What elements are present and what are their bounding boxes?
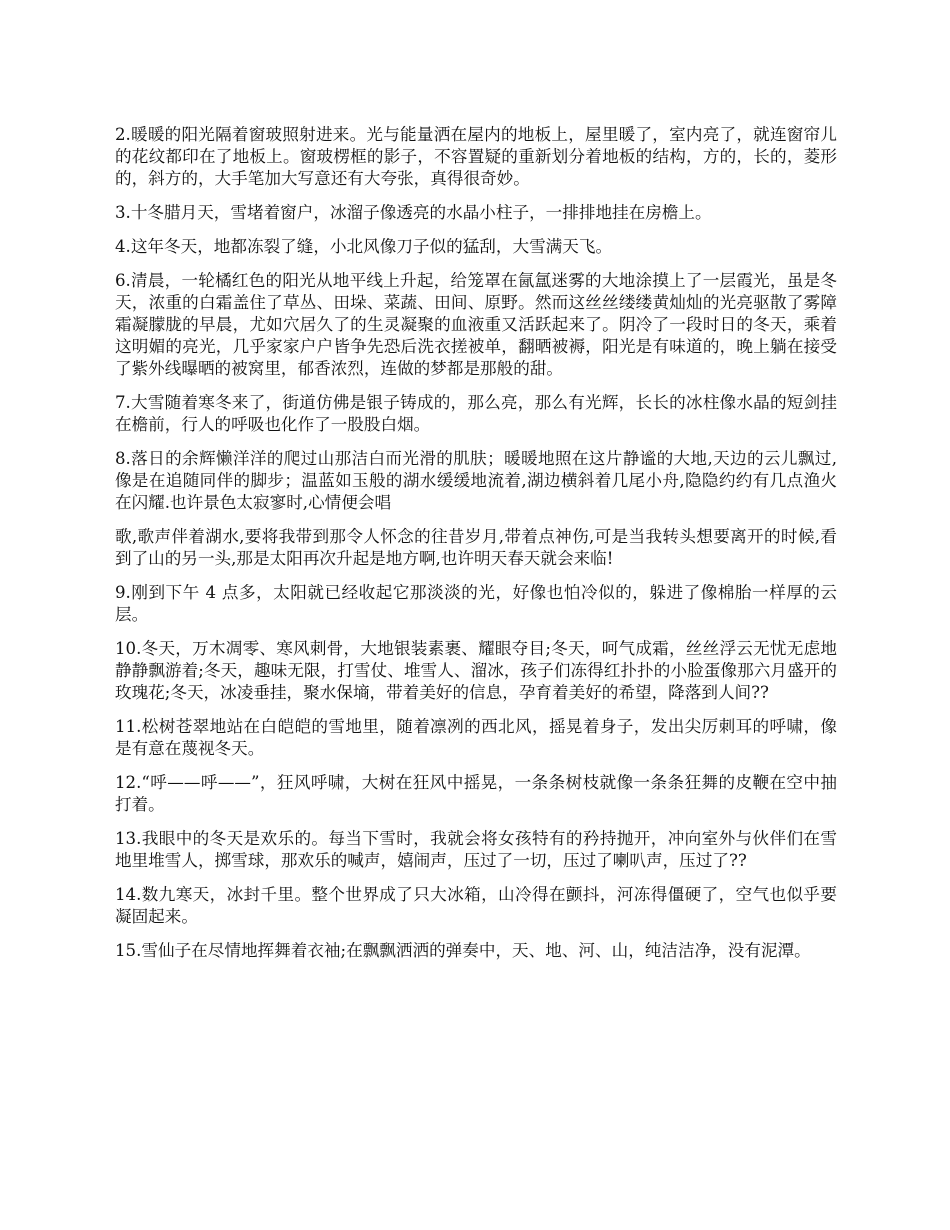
paragraph-9: 9.刚到下午 4 点多，太阳就已经收起它那淡淡的光，好像也怕冷似的，躲进了像棉胎一样厚的云层。: [115, 583, 837, 624]
paragraph-8: 8.落日的余辉懒洋洋的爬过山那洁白而光滑的肌肤；暖暖地照在这片静谧的大地,天边的云儿飘过,像是在追随同伴的脚步；温蓝如玉般的湖水缓缓地流着,湖边横斜着几尾小舟,隐隐约约有几点渔火在闪耀.也许景色太寂寥时,心情便会唱: [115, 449, 837, 512]
paragraph-12: 12.“呼——呼——”，狂风呼啸，大树在狂风中摇晃，一条条树枝就像一条条狂舞的皮鞭在空中抽打着。: [115, 773, 837, 814]
paragraph-7: 7.大雪随着寒冬来了，街道仿佛是银子铸成的，那么亮，那么有光辉，长长的冰柱像水晶的短剑挂在檐前，行人的呼吸也化作了一股股白烟。: [115, 393, 837, 434]
paragraph-6: 6.清晨，一轮橘红色的阳光从地平线上升起，给笼罩在氤氲迷雾的大地涂摸上了一层霞光，虽是冬天，浓重的白霜盖住了草丛、田垛、菜蔬、田间、原野。然而这丝丝缕缕黄灿灿的光亮驱散了雾障霜凝朦胧的早晨，尤如穴居久了的生灵凝聚的血液重又活跃起来了。阴冷了一段时日的冬天，乘着这明媚的亮光，几乎家家户户皆争先恐后洗衣搓被单，翻晒被褥，阳光是有味道的，晚上躺在接受了紫外线曝晒的被窝里，郁香浓烈，连做的梦都是那般的甜。: [115, 271, 837, 378]
paragraph-10: 10.冬天，万木凋零、寒风刺骨，大地银装素裹、耀眼夺目;冬天，呵气成霜，丝丝浮云无忧无虑地静静飘游着;冬天，趣味无限，打雪仗、堆雪人、溜冰，孩子们冻得红扑扑的小脸蛋像那六月盛开的玫瑰花;冬天，冰凌垂挂，聚水保墒，带着美好的信息，孕育着美好的希望，降落到人间??: [115, 639, 837, 702]
paragraph-15: 15.雪仙子在尽情地挥舞着衣袖;在飘飘洒洒的弹奏中，天、地、河、山，纯洁洁净，没有泥潭。: [115, 941, 811, 960]
paragraph-11: 11.松树苍翠地站在白皑皑的雪地里，随着凛冽的西北风，摇晃着身子，发出尖厉刺耳的呼啸，像是有意在蔑视冬天。: [115, 717, 837, 758]
paragraph-2: 2.暖暖的阳光隔着窗玻照射进来。光与能量洒在屋内的地板上，屋里暖了，室内亮了，就连窗帘儿的花纹都印在了地板上。窗玻楞框的影子，不容置疑的重新划分着地板的结构，方的，长的，菱形的，斜方的，大手笔加大写意还有大夸张，真得很奇妙。: [115, 125, 837, 188]
paragraph-14: 14.数九寒天，冰封千里。整个世界成了只大冰箱，山冷得在颤抖，河冻得僵硬了，空气也似乎要凝固起来。: [115, 885, 837, 926]
document-body: [115, 124, 837, 974]
paragraph-8-continued: 歌,歌声伴着湖水,要将我带到那令人怀念的往昔岁月,带着点神伤,可是当我转头想要离开的时候,看到了山的另一头,那是太阳再次升起是地方啊,也许明天春天就会来临!: [115, 527, 837, 568]
paragraph-4: 4.这年冬天，地都冻裂了缝，小北风像刀子似的猛刮，大雪满天飞。: [115, 237, 613, 256]
paragraph-3: 3.十冬腊月天，雪堵着窗户，冰溜子像透亮的水晶小柱子，一排排地挂在房檐上。: [115, 203, 712, 222]
paragraph-13: 13.我眼中的冬天是欢乐的。每当下雪时，我就会将女孩特有的矜持抛开，冲向室外与伙伴们在雪地里堆雪人，掷雪球，那欢乐的喊声，嬉闹声，压过了一切，压过了喇叭声，压过了??: [115, 829, 837, 870]
